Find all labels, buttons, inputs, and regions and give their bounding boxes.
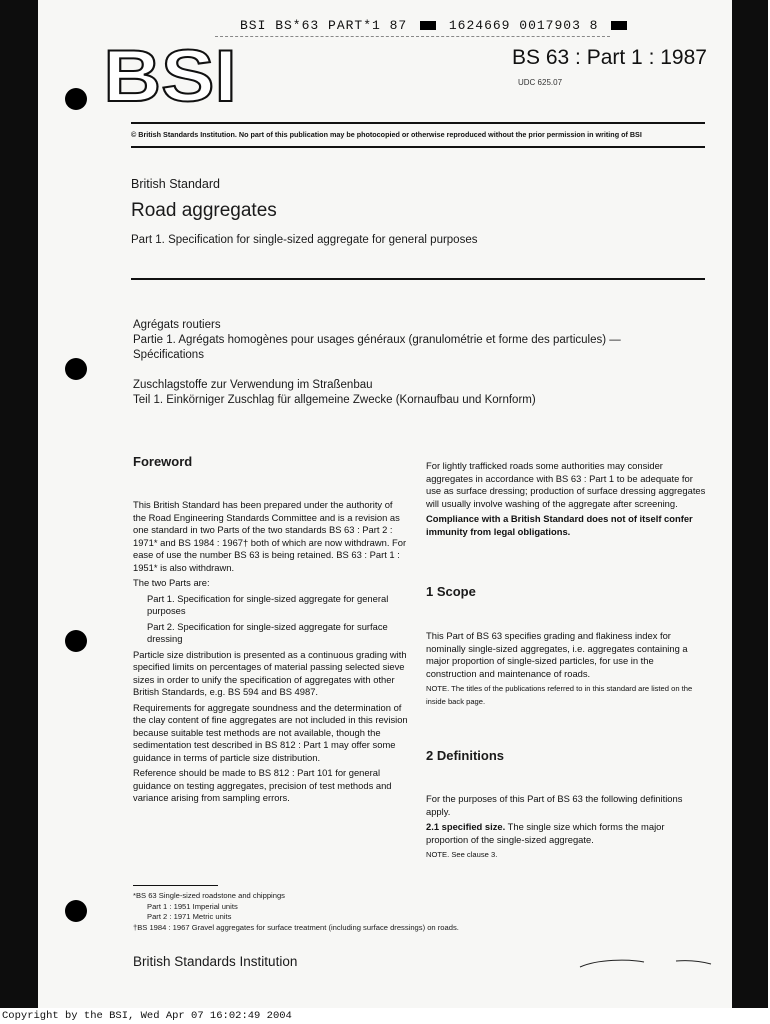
footnote-sub: Part 1 : 1951 Imperial units (147, 901, 238, 911)
definition-item (426, 821, 706, 846)
foreword-body (133, 499, 408, 808)
french-title-block (133, 318, 673, 363)
catalog-numbers: 1624669 0017903 8 (448, 18, 599, 33)
copyright-notice: © British Standards Institution. No part of this publication may be photocopied or otherwise reproduced without the prior permission in writing of BSI (131, 130, 642, 139)
footnote: †BS 1984 : 1967 Gravel aggregates for surface treatment (including surface dressings) on roads. (133, 922, 459, 932)
definitions-heading: 2 Definitions (426, 748, 505, 763)
german-title: Zuschlagstoffe zur Verwendung im Straßenbau (133, 379, 373, 391)
standard-number: BS 63 : Part 1 : 1987 (512, 46, 707, 69)
definition-term: 2.1 specified size. (426, 821, 506, 832)
foreword-paragraph: The two Parts are: (133, 577, 210, 588)
divider (131, 122, 705, 124)
right-column-intro (426, 460, 706, 541)
header-rule (215, 36, 610, 37)
right-paragraph: For lightly trafficked roads some authorities may consider aggregates in accordance with BS 63 : Part 1 to be adequate for use as surface dressing; production of surface dressing aggregates will usually involve washing of the aggregate after screening. (426, 460, 706, 509)
french-subtitle: Partie 1. Agrégats homogènes pour usages généraux (granulométrie et forme des particules) — (133, 334, 621, 346)
foreword-paragraph: This British Standard has been prepared under the authority of the Road Engineering Standards Committee and is a revision as one standard in two Parts of the two standards BS 63 : Part 2 : 1971* and BS 1984 : 1967† both of which are now withdrawn. For ease of use the number BS 63 is being retained. BS 63 : Part 1 : 1951* is also withdrawn. (133, 499, 407, 573)
handwritten-mark (578, 955, 713, 975)
punch-hole (65, 630, 87, 652)
foreword-paragraph: Reference should be made to BS 812 : Part 101 for general guidance on testing aggregates, precision of test methods and variance arising from sampling errors. (133, 767, 392, 803)
redaction-block (420, 21, 436, 30)
footnote-sub: Part 2 : 1971 Metric units (147, 912, 232, 921)
redaction-block (611, 21, 627, 30)
definition-note: NOTE. See clause 3. (426, 850, 498, 859)
bsi-logo-text: BSI (103, 34, 237, 118)
punch-hole (65, 358, 87, 380)
foreword-paragraph: Requirements for aggregate soundness and the determination of the clay content of fine aggregates are not included in this revision because suitable test methods are not available, though the sedimentation test described in BS 812 : Part 1 may offer some guidance in terms of particle size distribution. (133, 701, 408, 763)
catalog-code-line (240, 18, 631, 33)
footnote: *BS 63 Single-sized roadstone and chippings (133, 891, 285, 900)
foreword-heading: Foreword (133, 454, 193, 469)
foreword-paragraph: Particle size distribution is presented as a continuous grading with specified limits on percentages of material passing selected sieve sizes in order to unify the specification of aggregates with other British Standards, e.g. BS 594 and BS 4987. (133, 648, 407, 697)
scope-text: This Part of BS 63 specifies grading and flakiness index for nominally single-sized aggregates, i.e. aggregates containing a major proportion of single-sized particles, for use in the construction and maintenance of roads. (426, 630, 688, 679)
german-subtitle: Teil 1. Einkörniger Zuschlag für allgemeine Zwecke (Kornaufbau und Kornform) (133, 394, 536, 406)
divider (131, 146, 705, 148)
definition-text: The single size which forms the major proportion of the single-sized aggregate. (426, 821, 665, 845)
catalog-code: BSI BS*63 PART*1 87 (240, 18, 408, 33)
definitions-intro: For the purposes of this Part of BS 63 the following definitions apply. (426, 793, 683, 817)
document-type: British Standard (131, 177, 220, 191)
compliance-statement: Compliance with a British Standard does not of itself confer immunity from legal obligations. (426, 513, 693, 537)
french-title: Agrégats routiers (133, 319, 221, 331)
french-subtitle-cont: Spécifications (133, 349, 204, 361)
bsi-logo (103, 34, 237, 118)
publisher-name: British Standards Institution (133, 954, 298, 969)
german-title-block (133, 378, 673, 408)
punch-hole (65, 88, 87, 110)
document-subtitle: Part 1. Specification for single-sized aggregate for general purposes (131, 234, 478, 246)
bottom-copyright: Copyright by the BSI, Wed Apr 07 16:02:49 2004 (0, 1008, 770, 1024)
divider (131, 278, 705, 280)
definitions-body (426, 793, 706, 865)
punch-hole (65, 900, 87, 922)
foreword-part-item: Part 1. Specification for single-sized aggregate for general purposes (147, 592, 389, 616)
foreword-part-item: Part 2. Specification for single-sized aggregate for surface dressing (147, 620, 388, 644)
scan-border-right (732, 0, 768, 1024)
footnotes (133, 891, 459, 933)
scope-note: NOTE. The titles of the publications referred to in this standard are listed on the inside back page. (426, 684, 693, 706)
scope-body (426, 630, 706, 711)
document-title: Road aggregates (131, 200, 277, 221)
scope-heading: 1 Scope (426, 584, 476, 599)
footnote-rule (133, 885, 218, 886)
scan-border-left (0, 0, 38, 1024)
udc-code: UDC 625.07 (518, 78, 563, 87)
